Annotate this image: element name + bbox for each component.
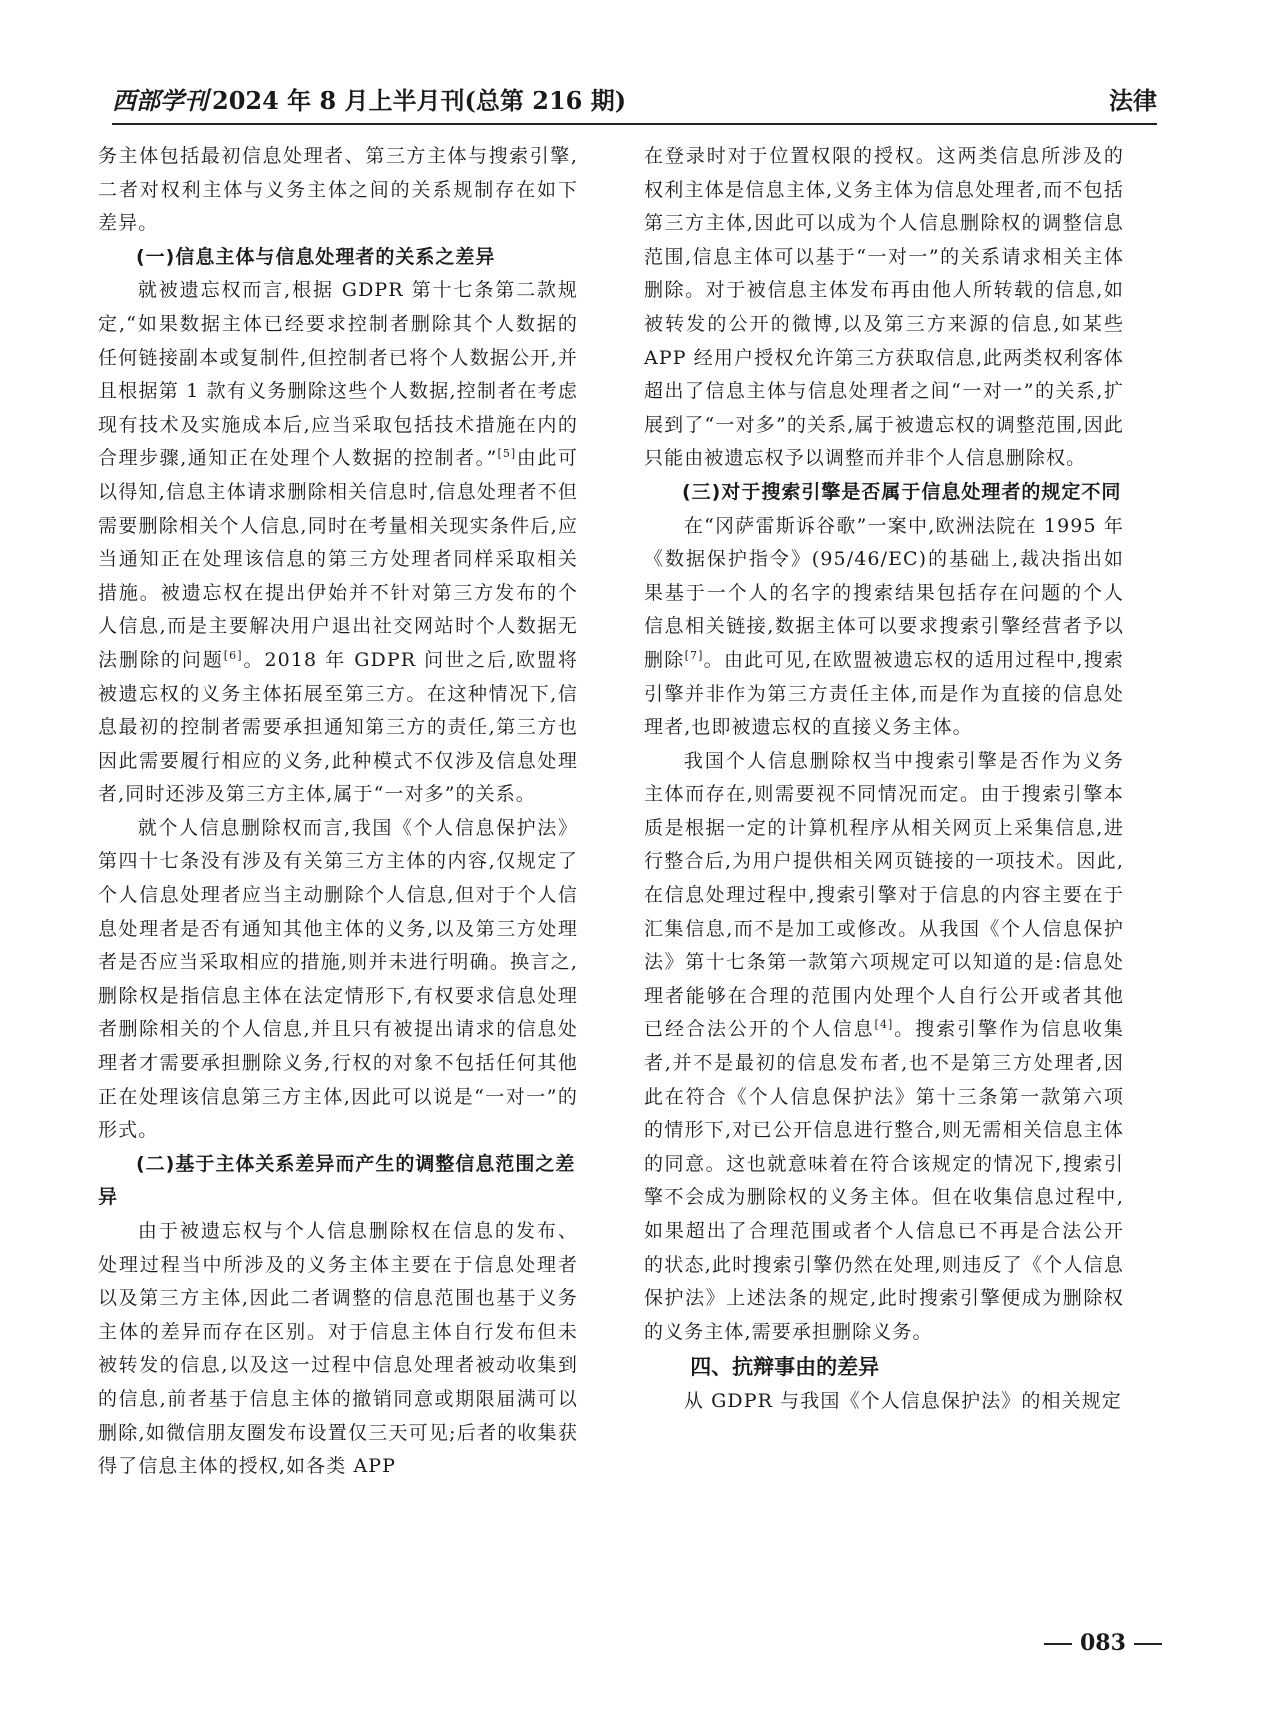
right-column [644, 140, 1124, 1419]
subheading-3: (三)对于搜索引擎是否属于信息处理者的规定不同 [682, 480, 1122, 503]
left-column [98, 140, 578, 1484]
paragraph-text: 在“冈萨雷斯诉谷歌”一案中,欧洲法院在 1995 年《数据保护指令》(95/46/EC)的基础上,裁决指出如果基于一个人的名字的搜索结果包括存在问题的个人信息相关链接,数据主体可以要求搜索引擎经营者予以删除 [644, 514, 1124, 671]
section-label: 法律 [1109, 87, 1157, 115]
dash-left [1044, 1643, 1072, 1645]
paragraph: 在登录时对于位置权限的授权。这两类信息所涉及的权利主体是信息主体,义务主体为信息处理者,而不包括第三方主体,因此可以成为个人信息删除权的调整信息范围,信息主体可以基于“一对一”的关系请求相关主体删除。对于被信息主体发布再由他人所转载的信息,如被转发的公开的微博,以及第三方来源的信息,如某些 APP 经用户授权允许第三方获取信息,此两类权利客体超出了信息主体与信息处理者之间“一对一”的关系,扩展到了“一对多”的关系,属于被遗忘权的调整范围,因此只能由被遗忘权予以调整而并非个人信息删除权。 [644, 145, 1124, 470]
paragraph-text: 。搜索引擎作为信息收集者,并不是最初的信息发布者,也不是第三方处理者,因此在符合《个人信息保护法》第十三条第一款第六项的情形下,对已公开信息进行整合,则无需相关信息主体的同意。这也就意味着在符合该规定的情况下,搜索引擎不会成为删除权的义务主体。但在收集信息过程中,如果超出了合理范围或者个人信息已不再是合法公开的状态,此时搜索引擎仍然在处理,则违反了《个人信息保护法》上述法条的规定,此时搜索引擎便成为删除权的义务主体,需要承担删除义务。 [644, 1018, 1124, 1343]
citation: [7] [684, 648, 704, 662]
section-heading: 四、抗辩事由的差异 [690, 1355, 880, 1380]
paragraph [98, 274, 578, 812]
paragraph-text: 就被遗忘权而言,根据 GDPR 第十七条第二款规定,“如果数据主体已经要求控制者删除其个人数据的任何链接副本或复制件,但控制者已将个人数据公开,并且根据第 1 款有义务删除这些个人数据,控制者在考虑现有技术及实施成本后,应当采取包括技术措施在内的合理步骤,通知正在处理个人数据的控制者。” [98, 279, 578, 470]
citation: [5] [497, 447, 517, 461]
subheading-1: (一)信息主体与信息处理者的关系之差异 [136, 245, 496, 268]
subheading-2: (二)基于主体关系差异而产生的调整信息范围之差异 [98, 1152, 576, 1209]
paragraph-text: 我国个人信息删除权当中搜索引擎是否作为义务主体而存在,则需要视不同情况而定。由于搜索引擎本质是根据一定的计算机程序从相关网页上采集信息,进行整合后,为用户提供相关网页链接的一项技术。因此,在信息处理过程中,搜索引擎对于信息的内容主要在于汇集信息,而不是加工或修改。从我国《个人信息保护法》第十七条第一款第六项规定可以知道的是:信息处理者能够在合理的范围内处理个人自行公开或者其他已经合法公开的个人信息 [644, 749, 1124, 1041]
paragraph-text: 由此可以得知,信息主体请求删除相关信息时,信息处理者不但需要删除相关个人信息,同时在考量相关现实条件后,应当通知正在处理该信息的第三方处理者同样采取相关措施。被遗忘权在提出伊始并不针对第三方发布的个人信息,而是主要解决用户退出社交网站时个人数据无法删除的问题 [98, 447, 578, 671]
running-header [112, 86, 1157, 116]
dash-right [1134, 1643, 1162, 1645]
paragraph-text: 。2018 年 GDPR 问世之后,欧盟将被遗忘权的义务主体拓展至第三方。在这种情况下,信息最初的控制者需要承担通知第三方的责任,第三方也因此需要履行相应的义务,此种模式不仅涉及信息处理者,同时还涉及第三方主体,属于“一对多”的关系。 [98, 648, 578, 806]
journal-logo: 西部学刊 [112, 86, 208, 115]
citation: [6] [223, 648, 243, 662]
paragraph [644, 510, 1124, 745]
issue-info: 2024 年 8 月上半月刊(总第 216 期) [212, 86, 627, 115]
paragraph: 就个人信息删除权而言,我国《个人信息保护法》第四十七条没有涉及有关第三方主体的内容,仅规定了个人信息处理者应当主动删除个人信息,但对于个人信息处理者是否有通知其他主体的义务,以及第三方处理者是否应当采取相应的措施,则并未进行明确。换言之,删除权是指信息主体在法定情形下,有权要求信息处理者删除相关的个人信息,并且只有被提出请求的信息处理者才需要承担删除义务,行权的对象不包括任何其他正在处理该信息第三方主体,因此可以说是“一对一”的形式。 [98, 816, 578, 1142]
paragraph: 务主体包括最初信息处理者、第三方主体与搜索引擎,二者对权利主体与义务主体之间的关系规制存在如下差异。 [98, 145, 578, 235]
paragraph [644, 745, 1124, 1350]
paragraph: 从 GDPR 与我国《个人信息保护法》的相关规定 [683, 1390, 1122, 1413]
header-rule [112, 123, 1157, 125]
paragraph: 由于被遗忘权与个人信息删除权在信息的发布、处理过程当中所涉及的义务主体主要在于信息处理者以及第三方主体,因此二者调整的信息范围也基于义务主体的差异而存在区别。对于信息主体自行发布但未被转发的信息,以及这一过程中信息处理者被动收集到的信息,前者基于信息主体的撤销同意或期限届满可以删除,如微信朋友圈发布设置仅三天可见;后者的收集获得了信息主体的授权,如各类 APP [98, 1220, 578, 1478]
citation: [4] [874, 1018, 894, 1032]
journal-title [112, 86, 626, 116]
paragraph-text: 。由此可见,在欧盟被遗忘权的适用过程中,搜索引擎并非作为第三方责任主体,而是作为直接的信息处理者,也即被遗忘权的直接义务主体。 [644, 648, 1125, 739]
page-number [1036, 1630, 1170, 1656]
page-number-text: 083 [1080, 1630, 1126, 1656]
